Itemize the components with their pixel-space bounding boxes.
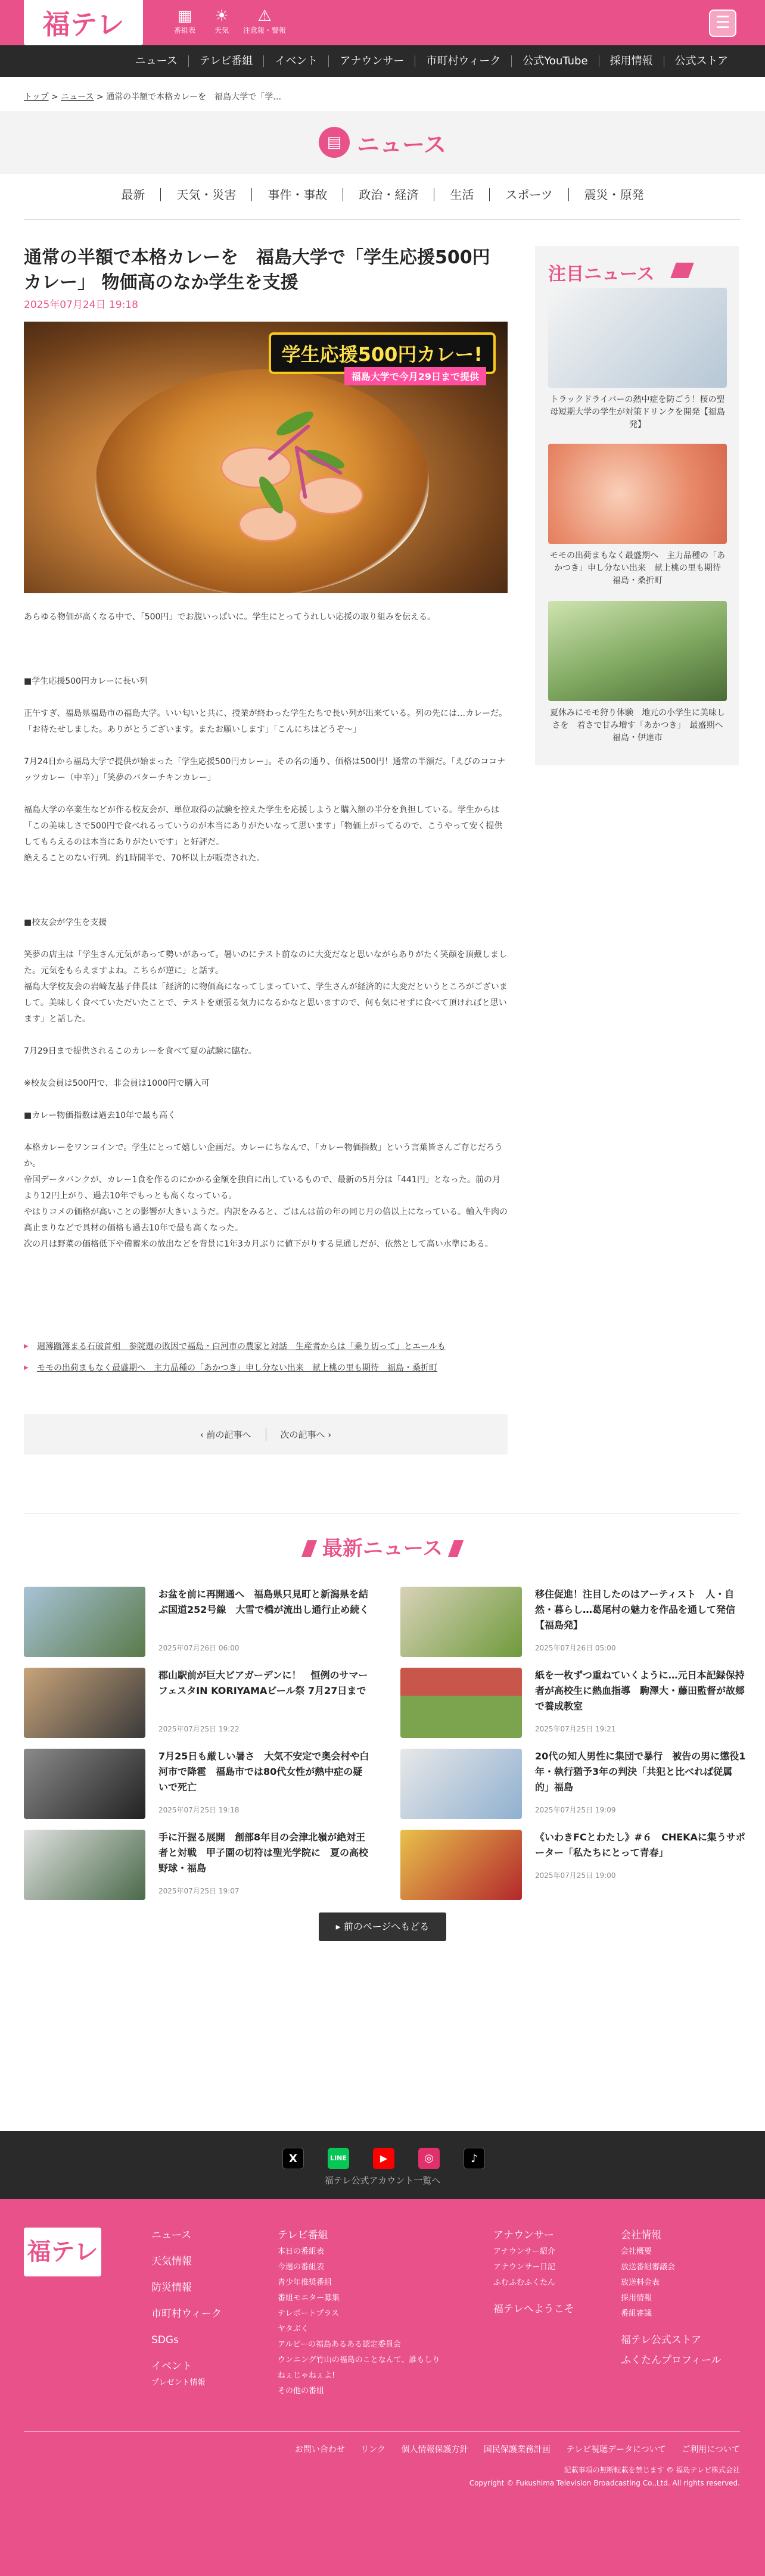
sidebar-item-thumbnail xyxy=(548,601,727,701)
subheading: ■校友会が学生を支援 xyxy=(24,918,107,927)
news-thumbnail xyxy=(400,1830,522,1900)
related-links xyxy=(24,1340,508,1382)
x-icon[interactable]: X xyxy=(282,2148,304,2169)
footer-link[interactable]: 福テレ公式ストア xyxy=(621,2334,702,2346)
news-thumbnail xyxy=(400,1587,522,1657)
prev-page-label: 前のページへもどる xyxy=(343,1921,430,1932)
sidebar-item-caption: 夏休みにモモ狩り体験 地元の小学生に美味しさを 着さで甘み増す「あかつき」 最盛期へ 福島・伊達市 xyxy=(550,708,732,743)
article-body xyxy=(24,609,508,1269)
divider xyxy=(24,219,740,220)
youtube-icon[interactable]: ▶ xyxy=(373,2148,394,2169)
footer-sublink[interactable]: ふむふむふくたん xyxy=(493,2278,556,2287)
footer-heading[interactable]: テレビ番組 xyxy=(278,2229,328,2241)
chevron-left-icon: ‹ xyxy=(200,1429,204,1440)
tab-life[interactable]: 生活 xyxy=(434,188,489,201)
paragraph: 笑夢の店主は「学生さん元気があって勢いがあって。暑いのにテスト前なのに大変だなと思いながらありがたく笑顔を頂戴しました。元気をもらえますよね。こちらが逆に」と話す。 福島大学校友会の岩崎友基子伴長は「経済的に物価高になってしまっていて、学生さんが経済的に大変だというところがございまして。美味しく食べていただいたことで、テストを頑張る気力になるかなと思いますので、何も気にせずに食べて頂ければと思います」と話した。 xyxy=(24,950,508,1024)
breadcrumb-sep: > xyxy=(48,92,61,102)
related-link[interactable]: ▶ 週簿蹴簿まる石破首相 参院選の敗因で福島・白河市の農家と対話 生産者からは「乗り切って」とエールも xyxy=(24,1340,508,1354)
news-date: 2025年07月25日 19:18 xyxy=(158,1806,240,1814)
gnav-youtube[interactable]: 公式YouTube xyxy=(511,55,598,67)
weather-label: 天気 xyxy=(214,26,229,35)
sidebar-item[interactable] xyxy=(548,444,727,587)
footer-sublink[interactable]: アナウンサー日記 xyxy=(493,2263,556,2272)
global-nav xyxy=(0,45,765,77)
footer-divider xyxy=(24,2431,740,2432)
program-guide-icon: ▦ xyxy=(177,7,192,25)
article-date: 2025年07月24日 19:18 xyxy=(24,299,138,311)
paragraph xyxy=(24,883,508,899)
footer-sublink[interactable]: 会社概要 xyxy=(621,2247,652,2256)
news-thumbnail xyxy=(400,1668,522,1738)
news-thumbnail xyxy=(24,1587,145,1657)
news-card[interactable] xyxy=(24,1587,369,1657)
weather-link[interactable] xyxy=(206,7,237,35)
news-title: 手に汗握る展開 創部8年目の会津北嶺が絶対王者と対戦 甲子園の切符は聖光学院に 夏の高校野球・福島 xyxy=(158,1831,369,1874)
latest-news-label: 最新ニュース xyxy=(322,1537,443,1560)
prev-article-button[interactable] xyxy=(186,1428,266,1441)
news-title: 20代の知人男性に集団で暴行 被告の男に懲役1年・執行猶予3年の判決「共犯と比べれば従属的」福島 xyxy=(535,1750,746,1793)
category-tabs xyxy=(0,188,765,201)
footer-sublink[interactable]: 青少年推奨番組 xyxy=(278,2278,332,2287)
tab-politics[interactable]: 政治・経済 xyxy=(343,188,434,201)
section-header xyxy=(0,111,765,174)
related-link[interactable]: ▶ モモの出荷まもなく最盛期へ 主力品種の「あかつき」申し分ない出来 献上桃の里も期待 福島・桑折町 xyxy=(24,1361,508,1375)
news-thumbnail xyxy=(400,1749,522,1819)
footer-col-announcer xyxy=(493,2229,574,2329)
footer-link[interactable]: 天気情報 xyxy=(151,2256,192,2267)
news-card[interactable] xyxy=(24,1668,369,1738)
site-header xyxy=(0,0,765,45)
footer-link[interactable]: ニュース xyxy=(151,2229,192,2241)
footer-sublink[interactable]: 放送番組審議会 xyxy=(621,2263,676,2272)
hamburger-menu-icon[interactable]: ☰ xyxy=(709,10,736,37)
footer-link[interactable]: SDGs xyxy=(151,2334,179,2346)
footer-heading[interactable]: アナウンサー xyxy=(493,2229,554,2241)
news-title: 紙を一枚ずつ重ねていくように…元日本記録保持者が高校生に熱血指導 駒澤大・藤田監督が故郷で養成教室 xyxy=(535,1669,745,1712)
news-date: 2025年07月25日 19:21 xyxy=(535,1725,616,1733)
footer-bottom-link[interactable]: リンク xyxy=(360,2445,385,2454)
footer-bottom-link[interactable]: ご利用について xyxy=(682,2445,740,2454)
sidebar-item-caption: モモの出荷まもなく最盛期へ 主力品種の「あかつき」申し分ない出来 献上桃の里も期待 福島・桑折町 xyxy=(550,551,729,585)
instagram-icon[interactable]: ◎ xyxy=(418,2148,440,2169)
paragraph xyxy=(24,641,508,658)
prev-article-label: 前の記事へ xyxy=(206,1429,251,1440)
footer-bottom-link[interactable]: 個人情報保護方針 xyxy=(401,2445,468,2454)
footer-link[interactable]: 福テレへようこそ xyxy=(493,2303,574,2315)
gnav-town-week[interactable]: 市町村ウィーク xyxy=(415,55,511,67)
footer-sublink[interactable]: 番組モニター募集 xyxy=(278,2294,340,2303)
news-card[interactable] xyxy=(24,1749,369,1819)
tab-incident[interactable]: 事件・事故 xyxy=(251,188,343,201)
social-accounts-link[interactable]: 福テレ公式アカウント一覧へ xyxy=(324,2175,441,2186)
breadcrumb-current: 通常の半額で本格カレーを 福島大学で「学… xyxy=(106,92,282,102)
warnings-label: 注意報・警報 xyxy=(242,26,286,35)
news-title: 《いわきFCとわたし》#６ CHEKAに集うサポーター「私たちにとって青春」 xyxy=(535,1831,745,1858)
gnav-store[interactable]: 公式ストア xyxy=(664,55,739,67)
footer-sublink[interactable]: その他の番組 xyxy=(278,2387,325,2396)
gnav-recruit[interactable]: 採用情報 xyxy=(599,55,664,67)
play-arrow-icon: ▸ xyxy=(335,1921,341,1932)
paragraph: 正午すぎ、福島県福島市の福島大学。いい匂いと共に、授業が終わった学生たちで長い列が出来ている。列の先には…カレーだ。 「お待たせしました。ありがとうございます。またお願いします」「こんにちはどうぞ～」 xyxy=(24,709,508,734)
footer-heading[interactable]: 会社情報 xyxy=(621,2229,661,2241)
next-article-button[interactable] xyxy=(266,1428,346,1441)
footer-sublink[interactable]: ヤタぶく xyxy=(278,2325,309,2334)
chevron-right-icon: › xyxy=(328,1429,332,1440)
news-date: 2025年07月26日 05:00 xyxy=(535,1644,616,1652)
footer-sublink[interactable]: 採用情報 xyxy=(621,2294,652,2303)
news-title: 7月25日も厳しい暑さ 大気不安定で奥会村や白河市で降雹 福島市では80代女性が熱中症の疑いで死亡 xyxy=(158,1750,369,1793)
copyright xyxy=(24,2463,740,2490)
photo-caption-banner: 学生応援500円カレー! xyxy=(269,332,496,374)
gnav-tv[interactable]: テレビ番組 xyxy=(188,55,264,67)
news-thumbnail xyxy=(24,1830,145,1900)
footer-link[interactable]: ふくたんプロフィール xyxy=(621,2354,722,2366)
featured-sidebar xyxy=(535,246,739,765)
paragraph: 7月29日まで提供されるこのカレーを食べて夏の試験に臨む。 xyxy=(24,1046,257,1056)
breadcrumb-top[interactable]: トップ xyxy=(24,92,49,102)
sidebar-item[interactable] xyxy=(548,288,727,431)
news-title: 移住促進！注目したのはアーティスト 人・自然・暮らし…葛尾村の魅力を作品を通して発信【福島発】 xyxy=(535,1588,736,1631)
breadcrumb-sep: > xyxy=(94,92,107,102)
tab-sports[interactable]: スポーツ xyxy=(489,188,568,201)
news-card[interactable] xyxy=(400,1830,746,1900)
news-date: 2025年07月26日 06:00 xyxy=(158,1644,240,1652)
news-date: 2025年07月25日 19:00 xyxy=(535,1871,616,1880)
news-card[interactable] xyxy=(400,1749,746,1819)
news-card[interactable] xyxy=(400,1668,746,1738)
breadcrumb-news[interactable]: ニュース xyxy=(61,92,94,102)
news-date: 2025年07月25日 19:07 xyxy=(158,1887,240,1895)
line-icon[interactable]: LINE xyxy=(328,2148,349,2169)
gnav-event[interactable]: イベント xyxy=(263,55,328,67)
paragraph: 本格カレーをワンコインで。学生にとって嬉しい企画だ。カレーにちなんで、「カレー物価指数」という言葉皆さんご存じだろうか。 帝国データバンクが、カレー1食を作るのにかかる金額を独自に出しているもので、最新の5月分は「441円」となった。前の月より12円上がり、過去10年でもっとも高くなっている。 やはりコメの価格が高いことの影響が大きいようだ。内訳をみると、ごはんは前の年の同じ月の倍以上になっている。輸入牛肉の高止まりなどで具材の価格も過去10年で最も高くなった。 次の月は野菜の価格低下や備蓄米の放出などを背景に1年3カ月ぶりに値下がりする見通しだが、依然として高い水準にある。 xyxy=(24,1143,508,1249)
site-logo[interactable]: 福テレ xyxy=(24,0,143,45)
article-title: 通常の半額で本格カレーを 福島大学で「学生応援500円カレー」 物価高のなか学生を支援 xyxy=(24,247,490,293)
title-accent xyxy=(670,263,694,278)
subheading: ■学生応援500円カレーに長い列 xyxy=(24,677,148,686)
program-guide-link[interactable] xyxy=(169,7,200,35)
subheading: ■カレー物価指数は過去10年で最も高く xyxy=(24,1111,176,1120)
footer-sublink[interactable]: プレゼント情報 xyxy=(151,2378,206,2387)
article-pager xyxy=(24,1414,508,1454)
sidebar-item[interactable] xyxy=(548,601,732,745)
sidebar-item-thumbnail xyxy=(548,444,727,544)
gnav-announcer[interactable]: アナウンサー xyxy=(328,55,415,67)
gnav-news[interactable]: ニュース xyxy=(135,54,178,67)
footer-link[interactable]: 市町村ウィーク xyxy=(151,2308,222,2320)
section-title: ニュース xyxy=(356,131,447,158)
footer-sublink[interactable]: ウンニング竹山の福島のことなんて、誰もしりねぇじゃねぇよ! xyxy=(278,2356,440,2380)
footer-sublink[interactable]: テレポートプラス xyxy=(278,2309,339,2318)
copyright-jp: 記載事項の無断転載を禁じます © 福島テレビ株式会社 xyxy=(564,2466,740,2474)
paragraph: ※校友会員は500円で、非会員は1000円で購入可 xyxy=(24,1079,210,1088)
news-card[interactable] xyxy=(400,1587,746,1657)
tab-disaster[interactable]: 震災・原発 xyxy=(568,188,660,201)
footer-col-company xyxy=(621,2229,721,2380)
tab-weather[interactable]: 天気・災害 xyxy=(160,188,251,201)
prev-page-button[interactable] xyxy=(319,1912,446,1941)
footer-bottom-link[interactable]: お問い合わせ xyxy=(294,2445,345,2454)
breadcrumb xyxy=(24,91,281,102)
tab-latest[interactable]: 最新 xyxy=(121,188,145,202)
copyright-en: Copyright © Fukushima Television Broadcasting Co.,Ltd. All rights reserved. xyxy=(469,2479,740,2487)
paragraph: 7月24日から福島大学で提供が始まった「学生応援500円カレー」。その名の通り、価格は500円！通常の半額だ。「えびのココナッツカレー（中辛）」「笑夢のバターチキンカレー」 xyxy=(24,757,506,783)
paragraph: 福島大学の卒業生などが作る校友会が、単位取得の試験を控えた学生を応援しようと購入額の半分を負担している。学生からは「この美味しさで500円で食べれるっていうのが本当にありがたいなって思います」「物価上がってるので、こうやって安く提供してもらえるのは本当にありがたいです」と好評だ。 絶えることのない行列。約1時間半で、70杯以上が販売された。 xyxy=(24,805,503,863)
program-guide-label: 番組表 xyxy=(173,26,195,35)
footer-sublink[interactable]: 放送料金表 xyxy=(621,2278,660,2287)
news-date: 2025年07月25日 19:09 xyxy=(535,1806,616,1814)
footer-bottom-link[interactable]: 国民保護業務計画 xyxy=(483,2445,551,2454)
sidebar-title: 注目ニュース xyxy=(548,264,655,285)
site-footer xyxy=(0,2199,765,2576)
sidebar-item-caption: トラックドライバーの熱中症を防ごう！桜の聖母短期大学の学生が対策ドリンクを開発【福島発】 xyxy=(550,395,725,429)
news-thumbnail xyxy=(24,1749,145,1819)
social-band xyxy=(0,2131,765,2199)
footer-sublink[interactable]: アナウンサー紹介 xyxy=(493,2247,556,2256)
latest-news-title xyxy=(0,1532,765,1561)
next-article-label: 次の記事へ xyxy=(280,1429,325,1440)
photo-caption-sub: 福島大学で今月29日まで提供 xyxy=(344,367,486,385)
footer-link[interactable]: イベント xyxy=(151,2360,192,2372)
footer-link[interactable]: 防災情報 xyxy=(151,2282,192,2294)
news-thumbnail xyxy=(24,1668,145,1738)
sidebar-item-thumbnail xyxy=(548,288,727,388)
footer-col-tv xyxy=(278,2229,444,2399)
footer-sublink[interactable]: アルビーの福島あるある認定委員会 xyxy=(278,2340,401,2349)
warning-icon: ⚠ xyxy=(257,7,272,25)
footer-sublink[interactable]: 番組審議 xyxy=(621,2309,652,2318)
article-photo xyxy=(24,322,508,593)
news-document-icon: ▤ xyxy=(319,127,350,158)
footer-logo[interactable]: 福テレ xyxy=(24,2228,101,2276)
footer-sublink[interactable]: 本日の番組表 xyxy=(278,2247,325,2256)
news-title: お盆を前に再開通へ 福島県只見町と新潟県を結ぶ国道252号線 大雪で橋が流出し通行止め続く xyxy=(158,1588,369,1615)
paragraph: あらゆる物価が高くなる中で、「500円」でお腹いっぱいに。学生にとってうれしい応援の取り組みを伝える。 xyxy=(24,612,436,622)
footer-bottom-links xyxy=(24,2443,740,2455)
news-card[interactable] xyxy=(24,1830,369,1900)
tiktok-icon[interactable]: ♪ xyxy=(464,2148,485,2169)
footer-col-main xyxy=(151,2229,222,2391)
weather-icon: ☀ xyxy=(214,7,229,25)
news-title: 郡山駅前が巨大ビアガーデンに！ 恒例のサマーフェスタIN KORIYAMAビール祭 7月27日まで xyxy=(158,1669,368,1696)
footer-bottom-link[interactable]: テレビ視聴データについて xyxy=(566,2445,666,2454)
news-date: 2025年07月25日 19:22 xyxy=(158,1725,240,1733)
warnings-link[interactable] xyxy=(241,7,288,35)
footer-sublink[interactable]: 今週の番組表 xyxy=(278,2263,325,2272)
